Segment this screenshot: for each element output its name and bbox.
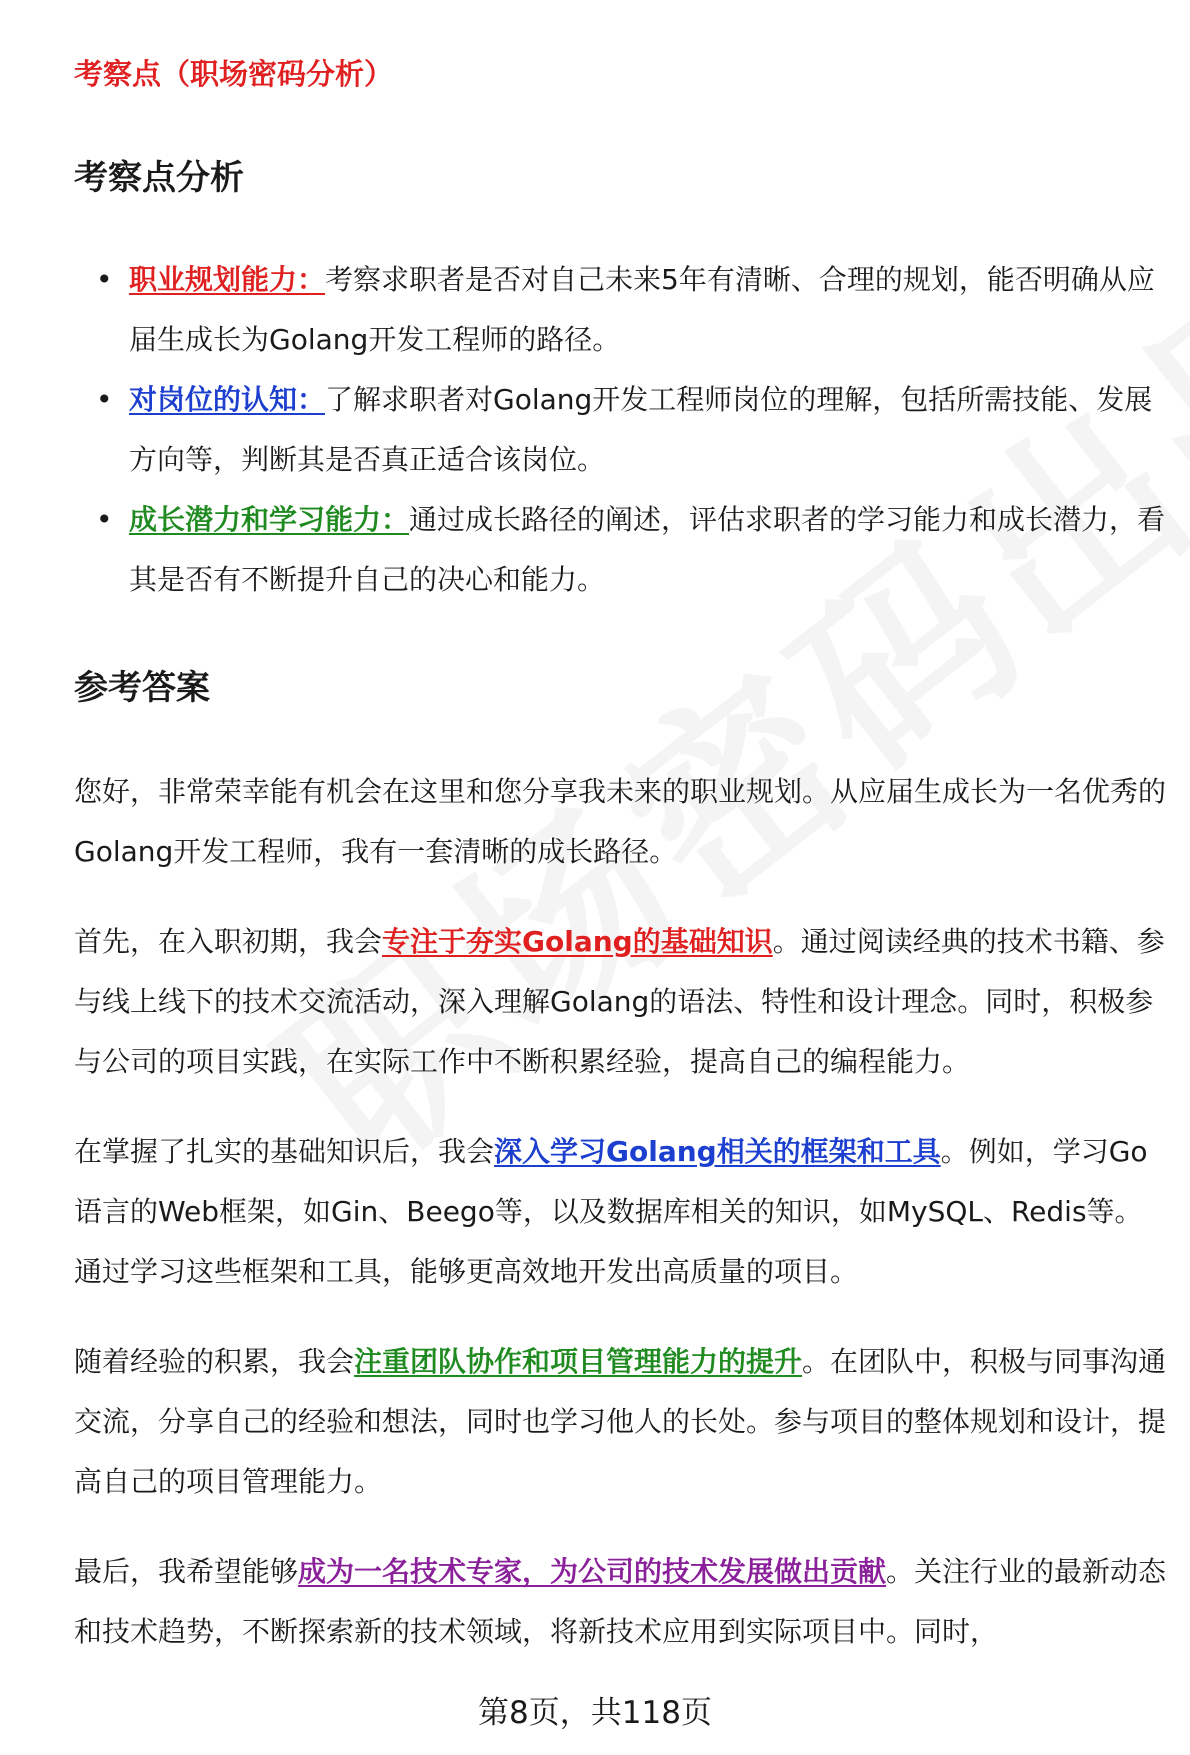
paragraph-text: 。例如，学习Go语言的Web框架，如Gin、Beego等，以及数据库相关的知识，如MySQL、Redis等。通过学习这些框架和工具，能够更高效地开发出高质量的项目。: [74, 1135, 1148, 1288]
point-text: 了解求职者对Golang开发工程师岗位的理解，包括所需技能、发展方向等，判断其是否真正适合该岗位。: [129, 383, 1153, 476]
answer-paragraph: [74, 1542, 1169, 1662]
paragraph-text: 。关注行业的最新动态和技术趋势，不断探索新的技术领域，将新技术应用到实际项目中。同时，: [74, 1555, 1167, 1648]
answer-heading: 参考答案: [74, 668, 210, 708]
analysis-point: [74, 490, 1169, 610]
analysis-point: [74, 250, 1169, 370]
paragraph-text: 首先，在入职初期，我会: [74, 925, 383, 958]
answer-intro: 您好，非常荣幸能有机会在这里和您分享我未来的职业规划。从应届生成长为一名优秀的Golang开发工程师，我有一套清晰的成长路径。: [74, 775, 1167, 868]
paragraph-text: 。在团队中，积极与同事沟通交流，分享自己的经验和想法，同时也学习他人的长处。参与项目的整体规划和设计，提高自己的项目管理能力。: [74, 1345, 1167, 1498]
analysis-heading: 考察点分析: [74, 158, 244, 198]
paragraph-text: 随着经验的积累，我会: [74, 1345, 355, 1378]
page-number: 第8页，共118页: [478, 1695, 712, 1731]
paragraph-highlight: 注重团队协作和项目管理能力的提升: [354, 1345, 803, 1378]
paragraph-text: 在掌握了扎实的基础知识后，我会: [74, 1135, 495, 1168]
content: [74, 48, 1169, 1662]
top-title: 考察点（职场密码分析）: [74, 57, 394, 91]
paragraph-text: 最后，我希望能够: [74, 1555, 299, 1588]
point-label: 成长潜力和学习能力：: [129, 503, 410, 536]
answer-paragraph: [74, 1332, 1169, 1512]
answer-paragraph: [74, 912, 1169, 1092]
paragraph-highlight: 深入学习Golang相关的框架和工具: [494, 1135, 941, 1168]
analysis-list: [74, 250, 1169, 610]
point-text: 通过成长路径的阐述，评估求职者的学习能力和成长潜力，看其是否有不断提升自己的决心和能力。: [129, 503, 1166, 596]
paragraph-highlight: 专注于夯实Golang的基础知识: [382, 925, 773, 958]
paragraph-text: 。通过阅读经典的技术书籍、参与线上线下的技术交流活动，深入理解Golang的语法、特性和设计理念。同时，积极参与公司的项目实践，在实际工作中不断积累经验，提高自己的编程能力。: [74, 925, 1165, 1078]
point-text: 考察求职者是否对自己未来5年有清晰、合理的规划，能否明确从应届生成长为Golang开发工程师的路径。: [129, 263, 1155, 356]
paragraph-highlight: 成为一名技术专家，为公司的技术发展做出贡献: [298, 1555, 887, 1588]
point-label: 对岗位的认知：: [129, 383, 326, 416]
answer-paragraph: [74, 1122, 1169, 1302]
point-label: 职业规划能力：: [129, 263, 326, 296]
analysis-point: [74, 370, 1169, 490]
